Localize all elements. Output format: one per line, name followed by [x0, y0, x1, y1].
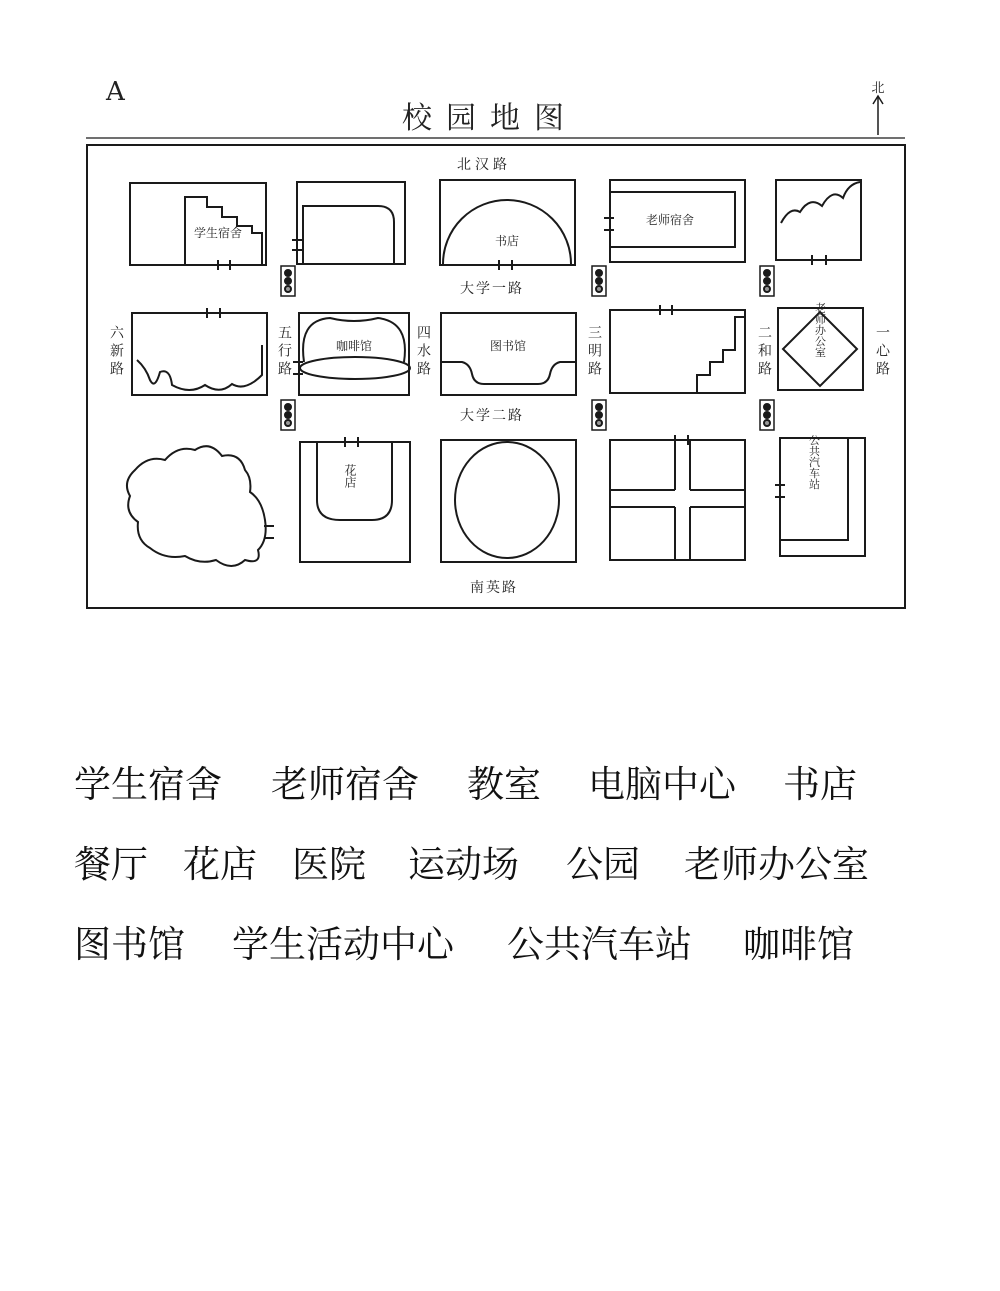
sheet-label: A: [106, 77, 125, 107]
label-student-dorm: 学生宿舍: [193, 226, 243, 240]
word-item[interactable]: 图书馆: [74, 923, 185, 966]
traffic-light-icon: [760, 400, 774, 430]
traffic-light-icon: [592, 400, 606, 430]
block-cross: [610, 435, 745, 560]
road-v6: 一心路: [874, 325, 890, 379]
block-6: [132, 308, 267, 395]
label-flower-shop: 花店: [343, 464, 357, 488]
road-south: 南英路: [470, 580, 518, 596]
road-v5: 二和路: [756, 325, 772, 379]
road-v2: 五行路: [276, 325, 292, 379]
word-item[interactable]: 运动场: [408, 843, 519, 886]
block-5: [776, 180, 861, 265]
block-bus-station: [775, 435, 865, 557]
word-item[interactable]: 电脑中心: [588, 763, 736, 806]
block-park-shape: [127, 446, 274, 566]
word-bank-row: [0, 835, 1000, 895]
word-item[interactable]: 书店: [783, 763, 857, 806]
road-v3: 四水路: [415, 325, 431, 379]
road-middle1: 大学一路: [460, 281, 524, 297]
word-item[interactable]: 医院: [292, 843, 366, 886]
traffic-light-icon: [281, 266, 295, 296]
map-title: 校园地图: [402, 101, 578, 136]
word-item[interactable]: 花店: [183, 843, 257, 886]
word-bank-row: [0, 915, 1000, 975]
word-item[interactable]: 教室: [467, 763, 541, 806]
word-item[interactable]: 学生宿舍: [74, 763, 222, 806]
road-v1: 六新路: [108, 325, 124, 379]
campus-map-drawing: [0, 0, 1000, 640]
block-student-dorm: [130, 183, 266, 270]
word-item[interactable]: 餐厅: [74, 843, 148, 886]
campus-map: [0, 0, 1000, 640]
word-item[interactable]: 学生活动中心: [232, 923, 454, 966]
block-flower-shop: [300, 437, 410, 562]
word-item[interactable]: 公共汽车站: [507, 923, 692, 966]
traffic-light-icon: [281, 400, 295, 430]
label-teacher-dorm: 老师宿舍: [645, 213, 695, 227]
block-teacher-dorm: [604, 180, 745, 262]
word-item[interactable]: 公园: [566, 843, 640, 886]
block-bookstore: [440, 180, 575, 270]
traffic-light-icon: [760, 266, 774, 296]
block-oval: [441, 440, 576, 562]
label-library: 图书馆: [489, 339, 527, 353]
road-north: 北汉路: [457, 157, 511, 173]
traffic-light-icon: [592, 266, 606, 296]
block-2: [292, 182, 405, 264]
block-9: [610, 305, 745, 393]
road-middle2: 大学二路: [460, 408, 524, 424]
label-cafe: 咖啡馆: [335, 339, 373, 353]
label-bookstore: 书店: [494, 234, 520, 248]
map-frame: [87, 145, 905, 608]
word-item[interactable]: 老师宿舍: [271, 763, 419, 806]
word-item[interactable]: 咖啡馆: [743, 923, 854, 966]
word-bank-row: [0, 755, 1000, 815]
north-arrow-icon: [873, 96, 883, 135]
block-library: [441, 313, 576, 395]
label-bus-station: 公共汽车站: [807, 434, 821, 490]
block-cafe: [293, 313, 410, 395]
word-item[interactable]: 老师办公室: [684, 843, 869, 886]
road-v4: 三明路: [586, 325, 602, 379]
label-teacher-office: 老师办公室: [813, 302, 827, 358]
compass-label: 北: [871, 81, 885, 96]
block-teacher-office: [778, 301, 863, 390]
